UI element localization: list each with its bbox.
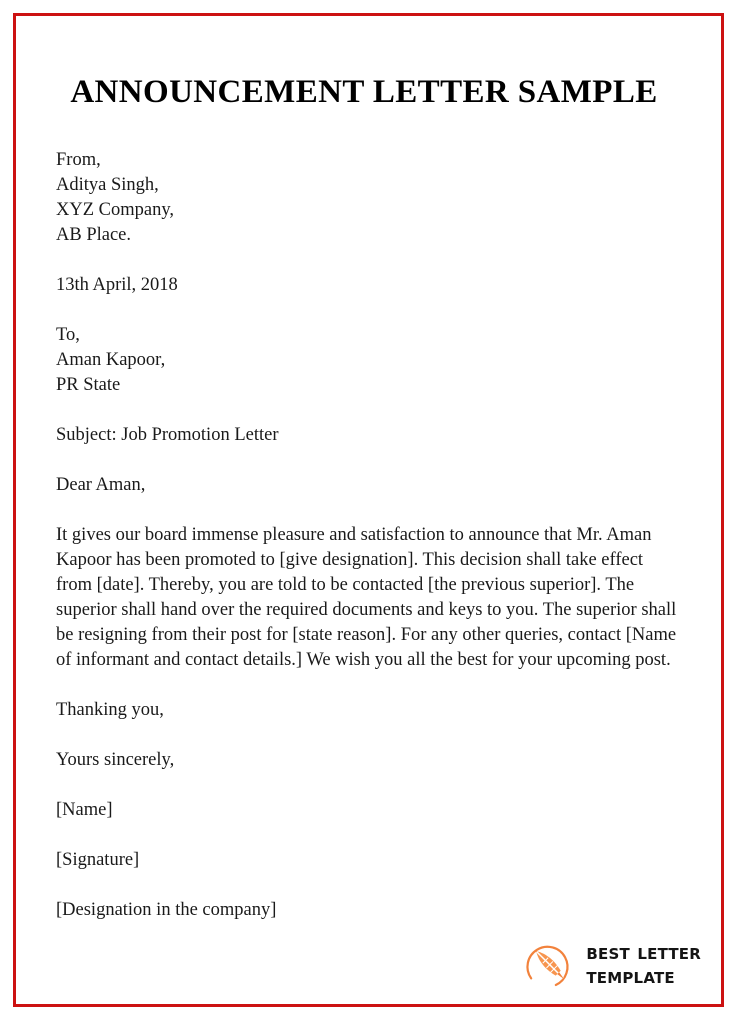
brand-logo <box>521 936 701 992</box>
sender-company: XYZ Company, <box>56 200 175 220</box>
brand-logo-text <box>586 939 701 988</box>
letter-date: 13th April, 2018 <box>56 275 178 295</box>
closing-line: Yours sincerely, <box>56 750 175 770</box>
quill-pen-in-circle-icon <box>521 936 577 992</box>
signature-name-placeholder: [Name] <box>56 800 113 820</box>
thanking-line: Thanking you, <box>56 700 164 720</box>
recipient-to-label: To, <box>56 325 80 345</box>
page-title: ANNOUNCEMENT LETTER SAMPLE <box>70 74 658 110</box>
sender-from-label: From, <box>56 150 101 170</box>
body-paragraph: It gives our board immense pleasure and satisfaction to announce that Mr. Aman Kapoor has been promoted to [give designation]. This decision shall take effect from [date]. Thereby, you are told to be contacted [the previous superior]. The superior shall hand over the required documents and keys to you. The superior shall be resigning from their post for [state reason]. For any other queries, contact [Name of informant and contact details.] We wish you all the best for your upcoming post. <box>56 525 677 670</box>
recipient-address-block <box>56 323 684 398</box>
letter-content <box>56 0 681 1024</box>
designation-placeholder: [Designation in the company] <box>56 900 277 920</box>
recipient-place: PR State <box>56 375 121 395</box>
sender-place: AB Place. <box>56 225 132 245</box>
signature-placeholder: [Signature] <box>56 850 140 870</box>
salutation: Dear Aman, <box>56 475 146 495</box>
subject-line: Subject: Job Promotion Letter <box>56 425 279 445</box>
brand-name-line-2: template <box>586 963 675 988</box>
brand-name-line-1: best letter <box>586 939 701 964</box>
sender-name: Aditya Singh, <box>56 175 159 195</box>
letter-body <box>56 148 684 948</box>
recipient-name: Aman Kapoor, <box>56 350 166 370</box>
sender-address-block <box>56 148 684 248</box>
